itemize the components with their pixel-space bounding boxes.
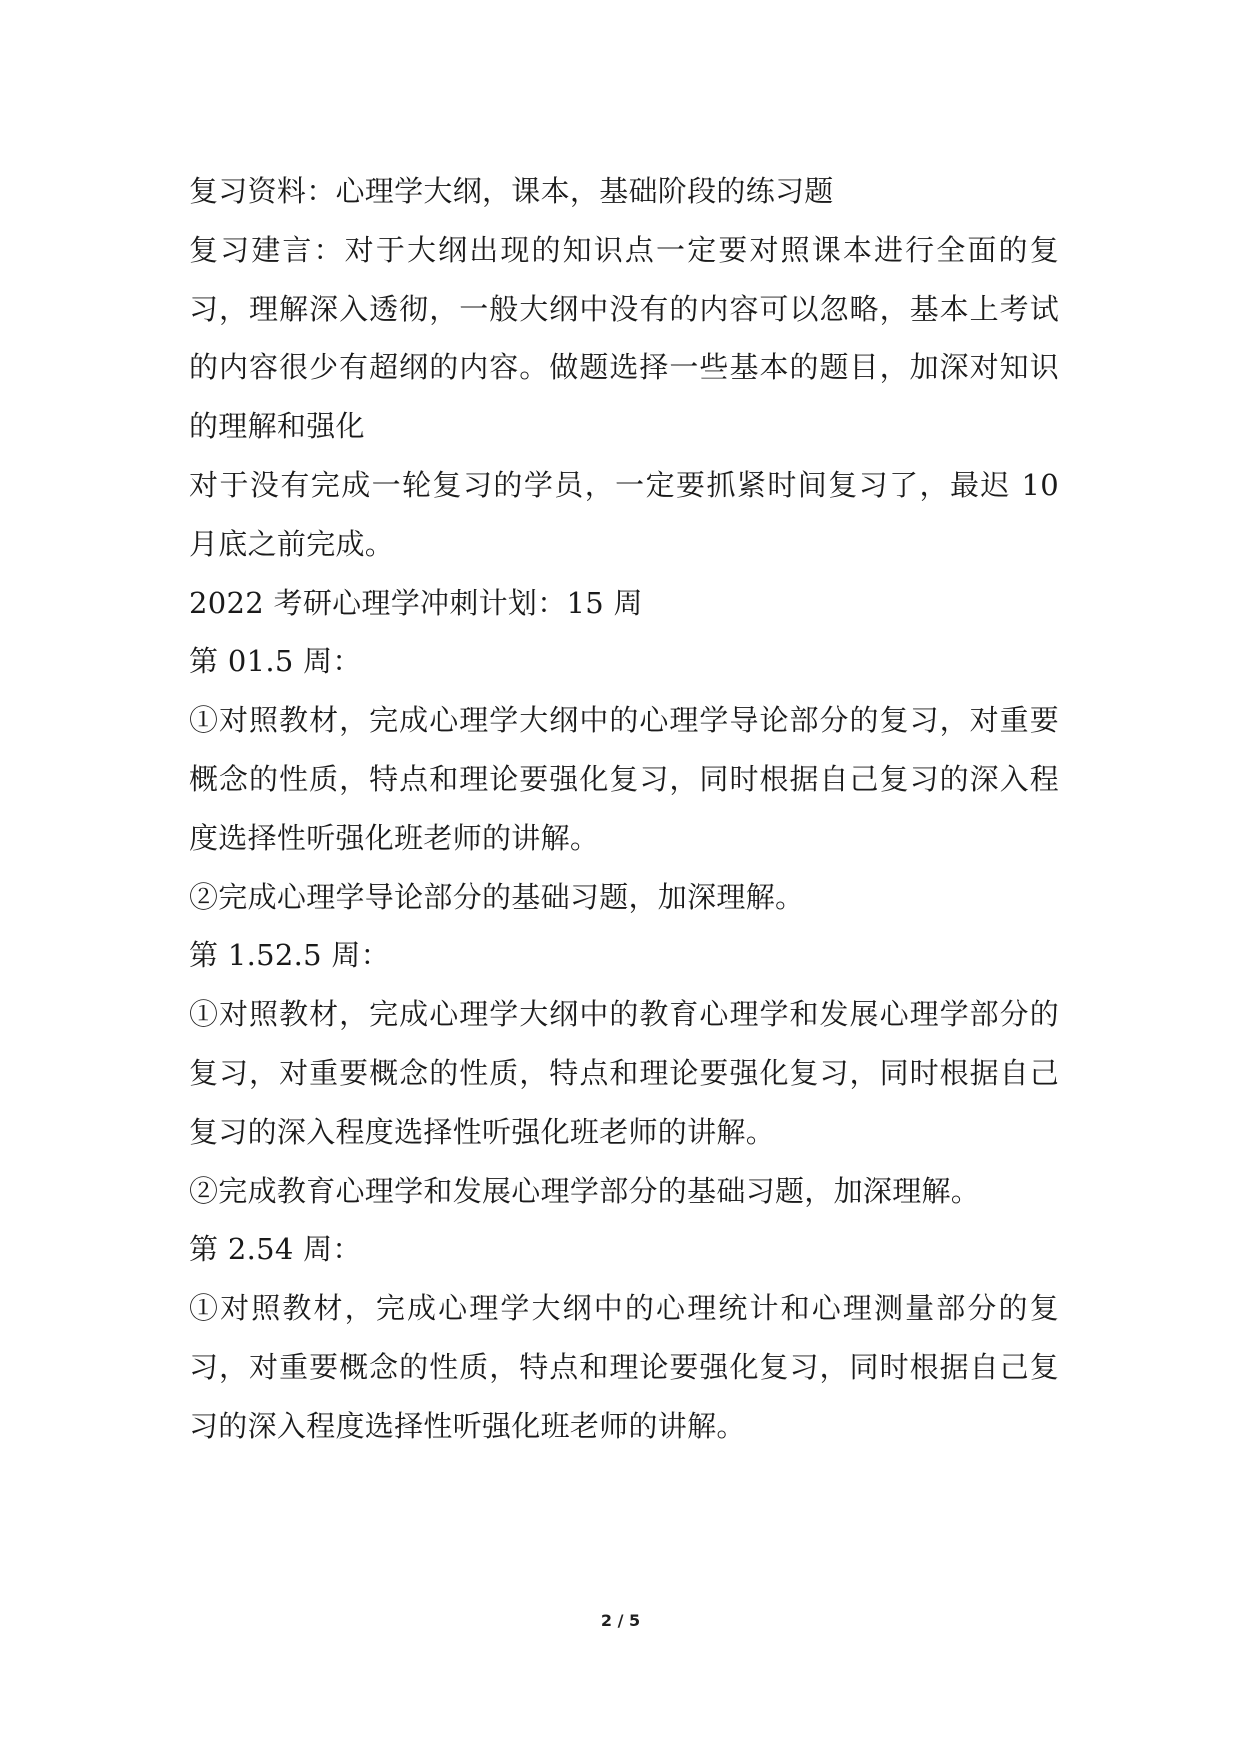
paragraph-deadline-note: 对于没有完成一轮复习的学员，一定要抓紧时间复习了，最迟 10 月底之前完成。 bbox=[189, 467, 1059, 561]
paragraph-review-advice: 复习建言：对于大纲出现的知识点一定要对照课本进行全面的复习，理解深入透彻，一般大纲中没有的内容可以忽略，基本上考试的内容很少有超纲的内容。做题选择一些基本的题目，加深对知识的理解和强化 bbox=[189, 232, 1059, 444]
paragraph-week-1-item-1: ①对照教材，完成心理学大纲中的心理学导论部分的复习，对重要概念的性质，特点和理论要强化复习，同时根据自己复习的深入程度选择性听强化班老师的讲解。 bbox=[189, 703, 1059, 855]
paragraph-week-1-item-2: ②完成心理学导论部分的基础习题，加深理解。 bbox=[189, 879, 805, 914]
paragraph-review-materials: 复习资料：心理学大纲，课本，基础阶段的练习题 bbox=[189, 174, 834, 208]
page-number: 2 / 5 bbox=[600, 1611, 641, 1630]
paragraph-week-1-heading: 第 01.5 周： bbox=[189, 644, 362, 679]
document-body bbox=[189, 162, 1059, 1456]
paragraph-sprint-plan-heading: 2022 考研心理学冲刺计划：15 周 bbox=[189, 585, 643, 620]
paragraph-week-3-heading: 第 2.54 周： bbox=[189, 1232, 362, 1267]
paragraph-week-2-item-1: ①对照教材，完成心理学大纲中的教育心理学和发展心理学部分的复习，对重要概念的性质，特点和理论要强化复习，同时根据自己复习的深入程度选择性听强化班老师的讲解。 bbox=[189, 997, 1059, 1149]
paragraph-week-2-item-2: ②完成教育心理学和发展心理学部分的基础习题，加深理解。 bbox=[189, 1173, 981, 1208]
paragraph-week-2-heading: 第 1.52.5 周： bbox=[189, 938, 390, 973]
paragraph-week-3-item-1: ①对照教材，完成心理学大纲中的心理统计和心理测量部分的复习，对重要概念的性质，特点和理论要强化复习，同时根据自己复习的深入程度选择性听强化班老师的讲解。 bbox=[189, 1291, 1059, 1443]
